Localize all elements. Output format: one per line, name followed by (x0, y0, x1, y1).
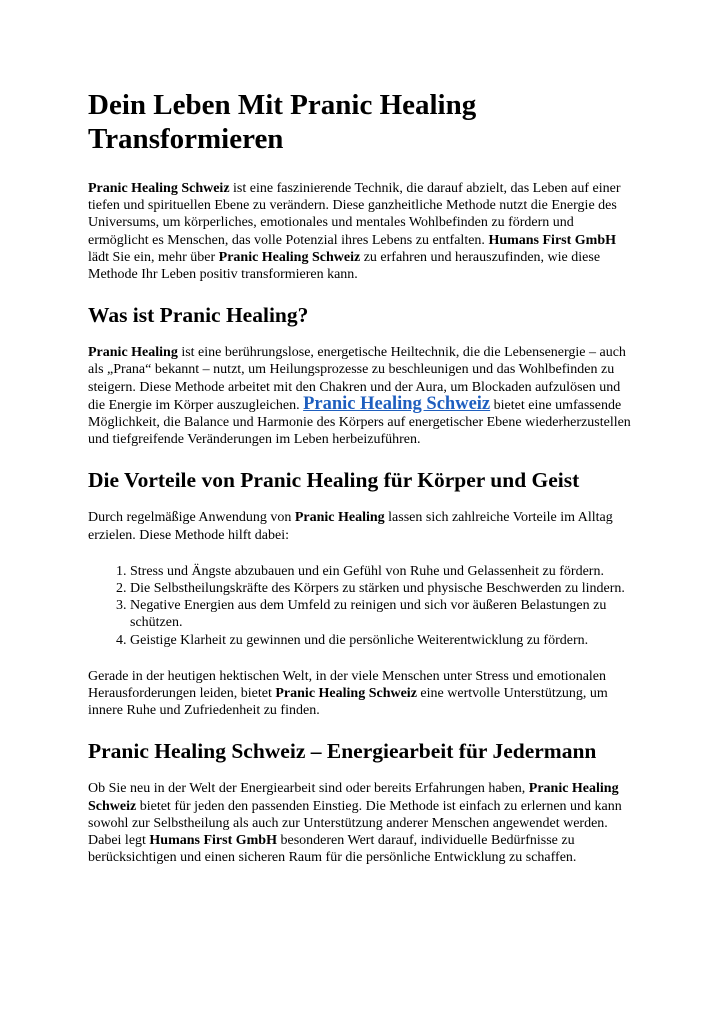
keyword-bold: Pranic Healing Schweiz (275, 686, 417, 702)
paragraph-text: eine wertvolle Unterstützung, um innere Ruhe und Zufriedenheit zu finden. (88, 686, 608, 719)
keyword-bold: Pranic Healing Schweiz (88, 781, 619, 814)
paragraph-text: Gerade in der heutigen hektischen Welt, in der viele Menschen unter Stress und emotionalen Herausforderungen leiden, bietet (88, 668, 607, 702)
paragraph-text: lassen sich zahlreiche Vorteile im Alltag erzielen. Diese Methode hilft dabei: (88, 510, 613, 543)
page-title: Dein Leben Mit Pranic Healing Transformieren (88, 89, 477, 155)
paragraph-text: bietet eine umfassende Möglichkeit, die Balance und Harmonie des Körpers auf energetischer Ebene wiederherzustellen und tiefgreifende Veränderungen im Leben herbeizuführen. (88, 397, 631, 448)
paragraph-text: ist eine faszinierende Technik, die darauf abzielt, das Leben auf einer tiefen und spirituellen Ebene zu verändern. Diese ganzheitliche Methode nutzt die Energie des Universums, um körperliches, emotionales und mentales Wohlbefinden zu fördern und ermöglicht es Menschen, das volle Potenzial ihres Lebens zu entfalten. (88, 181, 621, 248)
paragraph-text: Ob Sie neu in der Welt der Energiearbeit sind oder bereits Erfahrungen haben, (88, 781, 529, 797)
section-heading-what-is: Was ist Pranic Healing? (88, 303, 309, 328)
benefits-closing-paragraph (88, 668, 632, 720)
list-item: 4. Geistige Klarheit zu gewinnen und die persönliche Weiterentwicklung zu fördern. (130, 632, 632, 649)
paragraph-text: ist eine berührungslose, energetische Heiltechnik, die die Lebensenergie – auch als „Prana“ bekannt – nutzt, um Heilungsprozesse zu beschleunigen und das Wohlbefinden zu steigern. Diese Methode arbeitet mit den Chakren und der Aura, um Blockaden aufzulösen und die Energie im Körper auszugleichen. (88, 345, 626, 413)
benefits-intro-paragraph (88, 509, 632, 543)
keyword-bold: Pranic Healing Schweiz (88, 181, 230, 196)
company-name-bold: Humans First GmbH (149, 833, 277, 849)
keyword-bold: Pranic Healing (294, 510, 385, 526)
paragraph-text: Durch regelmäßige Anwendung von (88, 510, 295, 526)
list-item: 2. Die Selbstheilungskräfte des Körpers zu stärken und physische Beschwerden zu lindern. (130, 580, 632, 597)
benefits-list (88, 563, 632, 649)
intro-paragraph (88, 180, 632, 283)
section-heading-energy-work: Pranic Healing Schweiz – Energiearbeit für Jedermann (88, 739, 597, 764)
company-name-bold: Humans First GmbH (488, 232, 617, 248)
paragraph-text: bietet für jeden den passenden Einstieg. Die Methode ist einfach zu erlernen und kann sowohl zur Selbstheilung als auch zur Unterstützung anderer Menschen angewendet werden. Dabei legt (88, 798, 622, 849)
keyword-bold: Pranic Healing Schweiz (218, 249, 361, 265)
pranic-healing-schweiz-link[interactable]: Pranic Healing Schweiz (303, 393, 491, 414)
list-item: 3. Negative Energien aus dem Umfeld zu reinigen und sich vor äußeren Belastungen zu schützen. (130, 597, 632, 631)
list-item: 1. Stress und Ängste abzubauen und ein Gefühl von Ruhe und Gelassenheit zu fördern. (130, 563, 632, 580)
section-heading-benefits: Die Vorteile von Pranic Healing für Körper und Geist (88, 468, 580, 493)
keyword-bold: Pranic Healing (88, 345, 178, 361)
energy-work-paragraph (88, 780, 632, 866)
paragraph-text: lädt Sie ein, mehr über (88, 249, 219, 265)
what-is-paragraph (88, 344, 632, 448)
paragraph-text: besonderen Wert darauf, individuelle Bedürfnisse zu berücksichtigen und einen sicheren Raum für die persönliche Entwicklung zu schaffen. (88, 833, 577, 866)
paragraph-text: zu erfahren und herauszufinden, wie diese Methode Ihr Leben positiv transformieren kann. (88, 249, 601, 283)
